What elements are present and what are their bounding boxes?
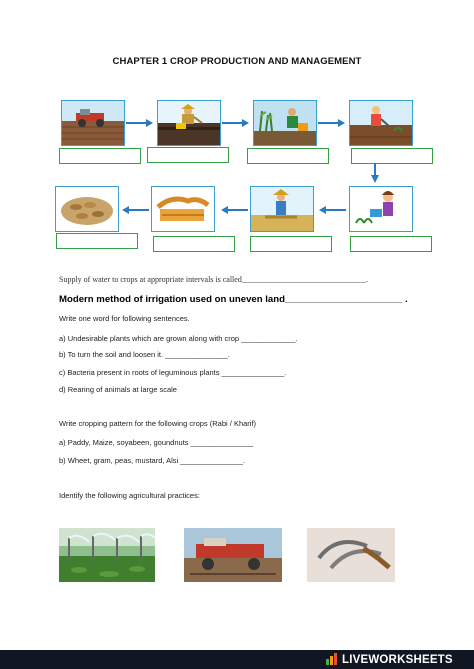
arrow-down-icon — [370, 163, 380, 185]
instruction-identify: Identify the following agricultural practices: — [59, 491, 200, 500]
grain-icon — [56, 187, 118, 231]
question-wheat: b) Wheet, gram, peas, mustard, Alsi _______________. — [59, 456, 245, 465]
arrow-right-icon — [126, 118, 154, 128]
liveworksheets-logo-icon — [326, 653, 338, 665]
footer-brand: LIVEWORKSHEETS — [342, 654, 453, 666]
sickle-photo — [307, 528, 395, 582]
question-paddy: a) Paddy, Maize, soyabeen, goundnuts _______________ — [59, 438, 254, 447]
sowing-icon — [158, 101, 220, 145]
arrow-left-icon — [121, 205, 149, 215]
tractor-photo — [184, 528, 282, 582]
question-b: b) To turn the soil and loosen it. _______________. — [59, 350, 230, 359]
answer-box-3[interactable] — [247, 148, 329, 164]
sowing-image — [157, 100, 221, 146]
grain-image — [55, 186, 119, 232]
storage-icon — [152, 187, 214, 231]
answer-box-1[interactable] — [59, 148, 141, 164]
answer-box-5[interactable] — [350, 236, 432, 252]
arrow-left-icon — [220, 205, 248, 215]
instruction-cropping: Write cropping pattern for the following crops (Rabi / Kharif) — [59, 419, 257, 428]
arrow-right-icon — [222, 118, 250, 128]
watering-icon — [350, 187, 412, 231]
question-d: d) Rearing of animals at large scale — [59, 385, 177, 394]
question-irrigation: Supply of water to crops at appropriate intervals is called_______________________________. — [59, 275, 368, 284]
footer-bar — [0, 650, 474, 669]
question-modern-irrigation: Modern method of irrigation used on uneven land______________________ . — [59, 294, 408, 305]
irrigation-icon — [254, 101, 316, 145]
sprinkler-photo — [59, 528, 155, 582]
sickle-icon — [307, 528, 395, 582]
answer-box-7[interactable] — [153, 236, 235, 252]
arrow-left-icon — [318, 205, 346, 215]
harvesting-image — [349, 100, 413, 146]
arrow-right-icon — [318, 118, 346, 128]
seed-drill-icon — [184, 528, 282, 582]
watering-image — [349, 186, 413, 232]
winnowing-icon — [251, 187, 313, 231]
harvest-icon — [350, 101, 412, 145]
crop-field-image — [253, 100, 317, 146]
answer-box-2[interactable] — [147, 147, 229, 163]
answer-box-8[interactable] — [56, 233, 138, 249]
ploughing-image — [61, 100, 125, 146]
instruction-one-word: Write one word for following sentences. — [59, 314, 190, 323]
winnowing-image — [250, 186, 314, 232]
page-title: CHAPTER 1 CROP PRODUCTION AND MANAGEMENT — [112, 56, 362, 67]
sprinkler-icon — [59, 528, 155, 582]
answer-box-6[interactable] — [250, 236, 332, 252]
question-c: c) Bacteria present in roots of leguminous plants _______________. — [59, 368, 287, 377]
answer-box-4[interactable] — [351, 148, 433, 164]
plough-icon — [62, 101, 124, 145]
question-a: a) Undesirable plants which are grown along with crop _____________. — [59, 334, 298, 343]
storage-image — [151, 186, 215, 232]
